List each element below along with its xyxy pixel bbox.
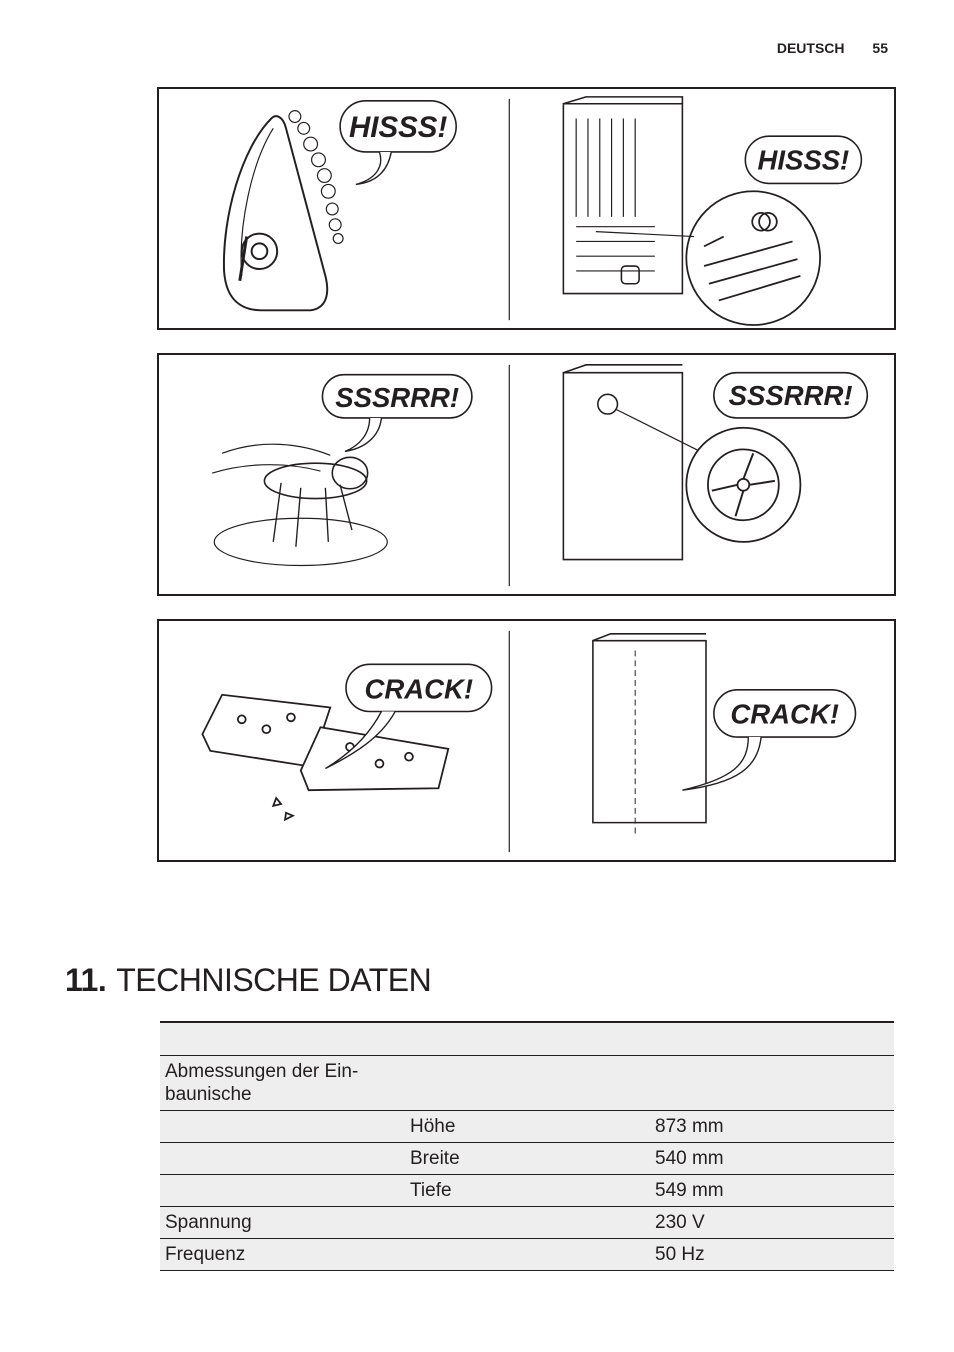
row-sub: [405, 1239, 650, 1271]
illustration-panel-hisss: [157, 87, 896, 330]
table-row: [160, 1056, 894, 1111]
sound-label: SSSRRR!: [335, 382, 460, 414]
steam-icon: [289, 111, 343, 244]
illustration-panel-sssrrr: [157, 353, 896, 596]
row-sub: Tiefe: [405, 1175, 650, 1207]
speech-bubble: [340, 101, 456, 185]
table-row: [160, 1175, 894, 1207]
fly-icon: [212, 444, 387, 565]
table-row: [160, 1143, 894, 1175]
row-label: Spannung: [160, 1207, 405, 1239]
table-row: [160, 1207, 894, 1239]
row-value: 873 mm: [650, 1111, 894, 1143]
row-label: [160, 1143, 405, 1175]
table-header-row: [160, 1022, 894, 1056]
speech-bubble: [745, 136, 861, 183]
illustration-panel-crack: [157, 619, 896, 862]
page-number: 55: [872, 40, 888, 56]
page-header: [777, 40, 888, 56]
row-value: 50 Hz: [650, 1239, 894, 1271]
iron-icon: [224, 116, 327, 310]
magnified-coil-icon: [596, 191, 820, 325]
speech-bubble: [682, 690, 855, 790]
refrigerator-back-coil-icon: [563, 97, 682, 294]
row-label: [160, 1175, 405, 1207]
row-sub: [405, 1056, 650, 1111]
crack-illustration: [159, 621, 894, 860]
technical-data-table: [160, 1021, 894, 1271]
speech-bubble: [322, 375, 471, 452]
sound-label: CRACK!: [364, 673, 474, 705]
table-row: [160, 1111, 894, 1143]
sssrrr-illustration: [159, 355, 894, 594]
row-label: Frequenz: [160, 1239, 405, 1271]
speech-bubble: [714, 373, 867, 418]
row-sub: Höhe: [405, 1111, 650, 1143]
row-sub: Breite: [405, 1143, 650, 1175]
hisss-illustration: [159, 89, 894, 328]
row-value: 230 V: [650, 1207, 894, 1239]
row-label: [160, 1111, 405, 1143]
refrigerator-cabinet-icon: [593, 634, 706, 838]
broken-wafer-icon: [202, 695, 448, 820]
row-label: [160, 1056, 405, 1111]
table-header-cell: [160, 1022, 894, 1056]
table-row: [160, 1239, 894, 1271]
language-label: DEUTSCH: [776, 40, 845, 56]
row-value: 549 mm: [650, 1175, 894, 1207]
row-value: [650, 1056, 894, 1111]
sound-label: CRACK!: [730, 698, 839, 730]
row-label-text: Abmessungen der Ein- baunische: [165, 1061, 359, 1105]
row-value: 540 mm: [650, 1143, 894, 1175]
sound-label: SSSRRR!: [728, 380, 853, 412]
sound-label: HISSS!: [757, 144, 850, 176]
sound-label: HISSS!: [348, 111, 448, 145]
section-title: TECHNISCHE DATEN: [116, 962, 432, 998]
fan-icon: [686, 428, 800, 542]
row-sub: [405, 1207, 650, 1239]
section-heading: [65, 962, 431, 999]
section-number: 11.: [65, 962, 107, 998]
